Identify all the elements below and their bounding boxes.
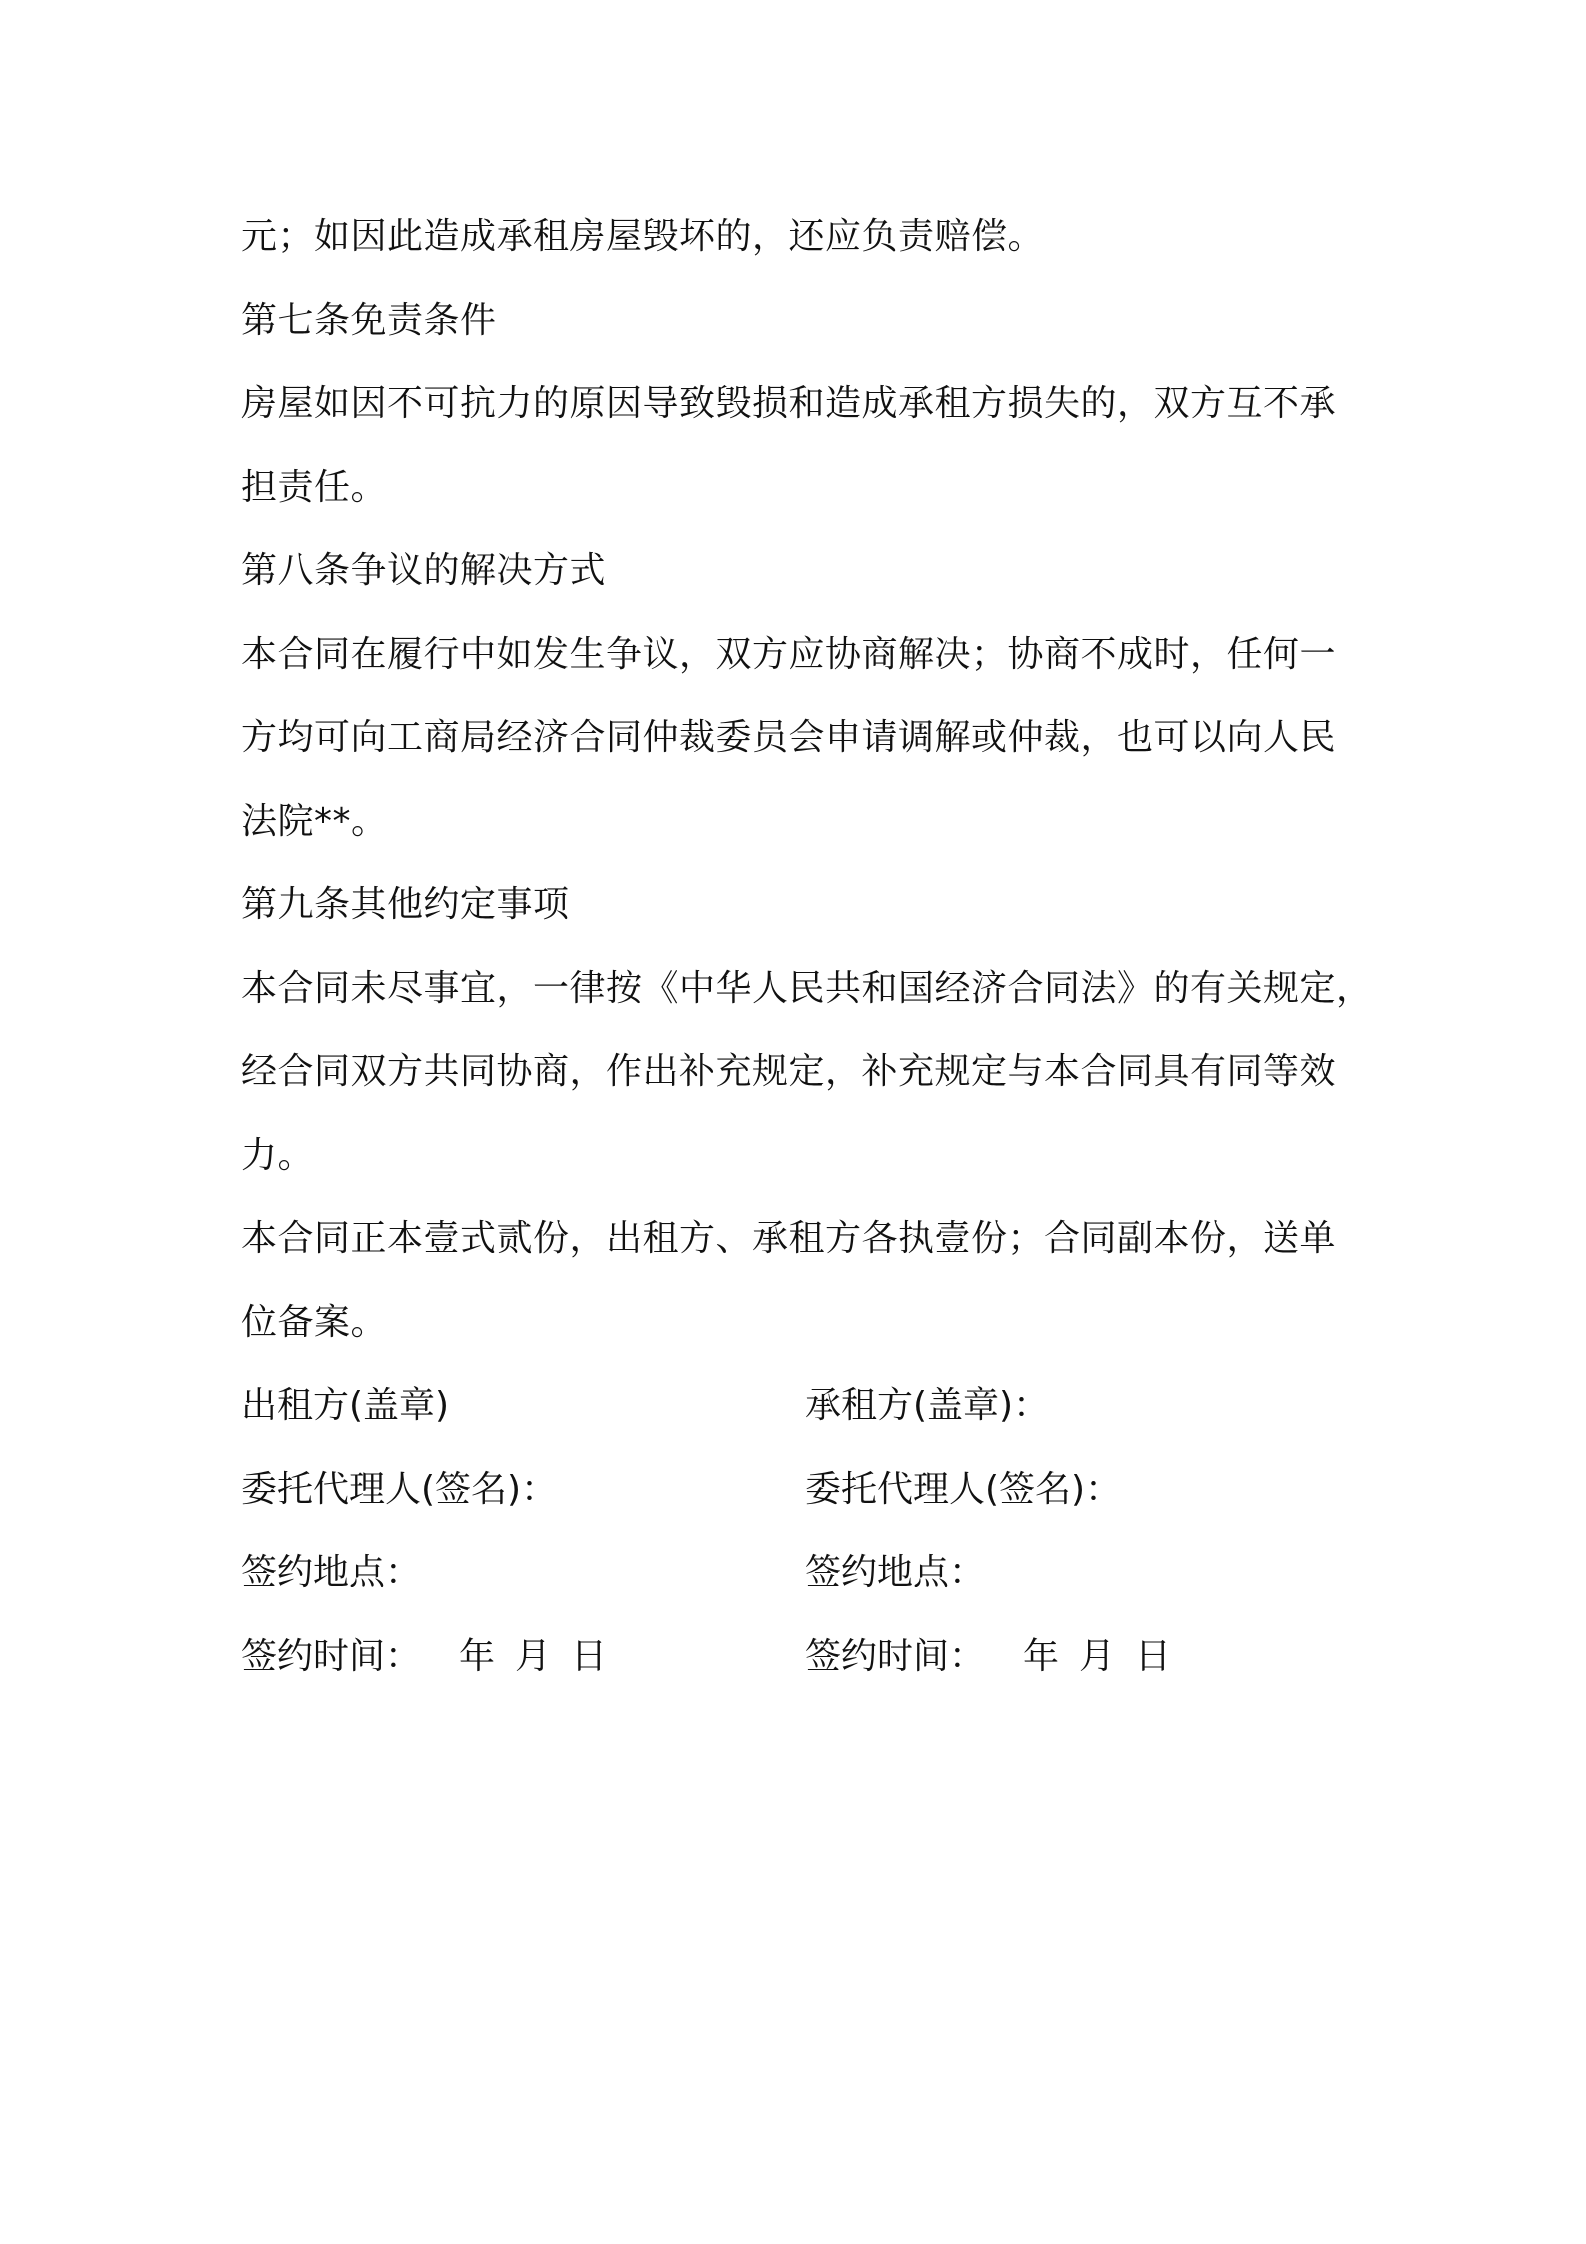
- paragraph-line: 力。: [241, 1134, 315, 1176]
- signature-row-time: [241, 1615, 1366, 1699]
- lessor-place-label: 签约地点：: [241, 1552, 422, 1593]
- article-7-heading: 第七条免责条件: [241, 299, 497, 341]
- signature-row-agent: [241, 1448, 1366, 1532]
- signature-row-place: [241, 1531, 1366, 1615]
- year-label: 年: [1023, 1635, 1060, 1677]
- paragraph-line: 法院**。: [241, 800, 388, 842]
- document-body: [241, 195, 1373, 1698]
- paragraph-line: 经合同双方共同协商，作出补充规定，补充规定与本合同具有同等效: [241, 1051, 1337, 1092]
- lessor-time: [241, 1615, 805, 1699]
- paragraph-line: 位备案。: [241, 1301, 388, 1343]
- lessee-seal-label: 承租方(盖章)：: [805, 1385, 1050, 1426]
- paragraph-line: 本合同在履行中如发生争议，双方应协商解决；协商不成时，任何一: [241, 633, 1337, 675]
- month-label: 月: [515, 1635, 552, 1677]
- lessor-seal-label: 出租方(盖章): [241, 1385, 450, 1426]
- year-label: 年: [459, 1635, 496, 1677]
- paragraph-line: 本合同未尽事宜，一律按《中华人民共和国经济合同法》的有关规定，: [241, 967, 1373, 1009]
- day-label: 日: [1135, 1635, 1172, 1677]
- lessee-agent-label: 委托代理人(签名)：: [805, 1468, 1122, 1510]
- paragraph-line: 本合同正本壹式贰份，出租方、承租方各执壹份；合同副本份，送单: [241, 1218, 1337, 1259]
- paragraph-line: 方均可向工商局经济合同仲裁委员会申请调解或仲裁，也可以向人民: [241, 717, 1337, 758]
- lessee-time-label: 签约时间：: [805, 1635, 986, 1677]
- article-9-heading: 第九条其他约定事项: [241, 884, 570, 925]
- lessee-place-label: 签约地点：: [805, 1552, 986, 1593]
- month-label: 月: [1079, 1635, 1116, 1677]
- signature-row-seal: [241, 1364, 1366, 1448]
- lessor-agent-label: 委托代理人(签名)：: [241, 1468, 558, 1510]
- lessor-time-label: 签约时间：: [241, 1635, 422, 1677]
- article-8-heading: 第八条争议的解决方式: [241, 550, 607, 591]
- paragraph-line: 元；如因此造成承租房屋毁坏的，还应负责赔偿。: [241, 216, 1045, 257]
- paragraph-line: 担责任。: [241, 466, 388, 508]
- day-label: 日: [571, 1635, 608, 1677]
- paragraph-line: 房屋如因不可抗力的原因导致毁损和造成承租方损失的，双方互不承: [241, 383, 1337, 424]
- lessee-time: [805, 1615, 1366, 1699]
